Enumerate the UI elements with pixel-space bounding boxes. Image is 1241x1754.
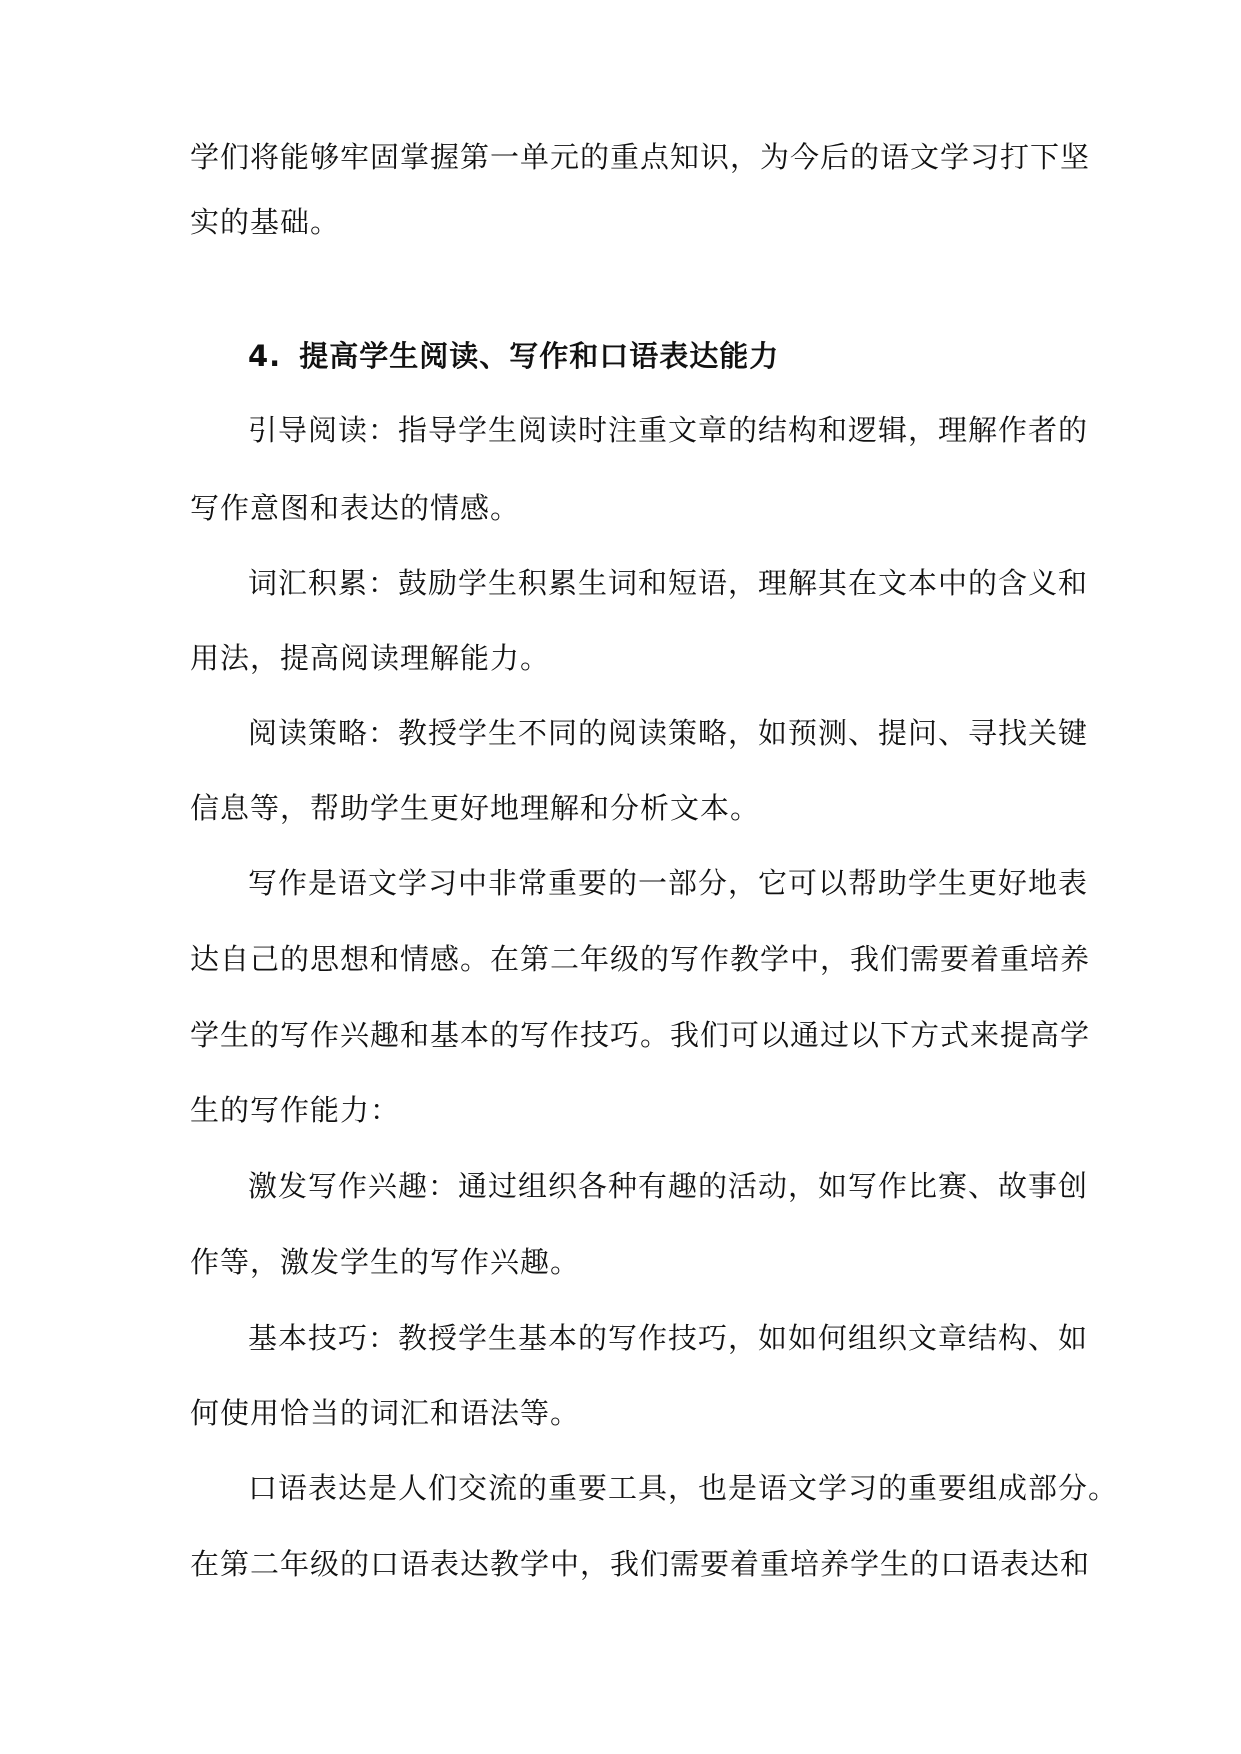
- paragraph-line: 信息等，帮助学生更好地理解和分析文本。: [190, 791, 761, 825]
- paragraph-line: 何使用恰当的词汇和语法等。: [190, 1396, 581, 1430]
- paragraph-line: 学生的写作兴趣和基本的写作技巧。我们可以通过以下方式来提高学: [190, 1018, 1091, 1052]
- paragraph-line: 达自己的思想和情感。在第二年级的写作教学中，我们需要着重培养: [190, 942, 1091, 976]
- paragraph-line: 作等，激发学生的写作兴趣。: [190, 1245, 581, 1279]
- section-heading-number: 4.: [248, 339, 282, 373]
- paragraph-line: 口语表达是人们交流的重要工具，也是语文学习的重要组成部分。: [248, 1471, 1119, 1505]
- paragraph-line: 学们将能够牢固掌握第一单元的重点知识，为今后的语文学习打下坚: [190, 140, 1091, 174]
- paragraph-line: 写作是语文学习中非常重要的一部分，它可以帮助学生更好地表: [248, 866, 1089, 900]
- paragraph-line: 实的基础。: [190, 205, 341, 239]
- paragraph-line: 基本技巧：教授学生基本的写作技巧，如如何组织文章结构、如: [248, 1321, 1089, 1355]
- paragraph-line: 写作意图和表达的情感。: [190, 491, 521, 525]
- paragraph-line: 生的写作能力：: [190, 1093, 401, 1127]
- paragraph-line: 引导阅读：指导学生阅读时注重文章的结构和逻辑，理解作者的: [248, 413, 1089, 447]
- section-heading-title: 提高学生阅读、写作和口语表达能力: [299, 339, 780, 373]
- paragraph-line: 用法，提高阅读理解能力。: [190, 641, 551, 675]
- paragraph-line: 在第二年级的口语表达教学中，我们需要着重培养学生的口语表达和: [190, 1547, 1091, 1581]
- paragraph-line: 激发写作兴趣：通过组织各种有趣的活动，如写作比赛、故事创: [248, 1169, 1089, 1203]
- section-heading: [248, 336, 1060, 376]
- paragraph-line: 阅读策略：教授学生不同的阅读策略，如预测、提问、寻找关键: [248, 716, 1089, 750]
- paragraph-line: 词汇积累：鼓励学生积累生词和短语，理解其在文本中的含义和: [248, 566, 1089, 600]
